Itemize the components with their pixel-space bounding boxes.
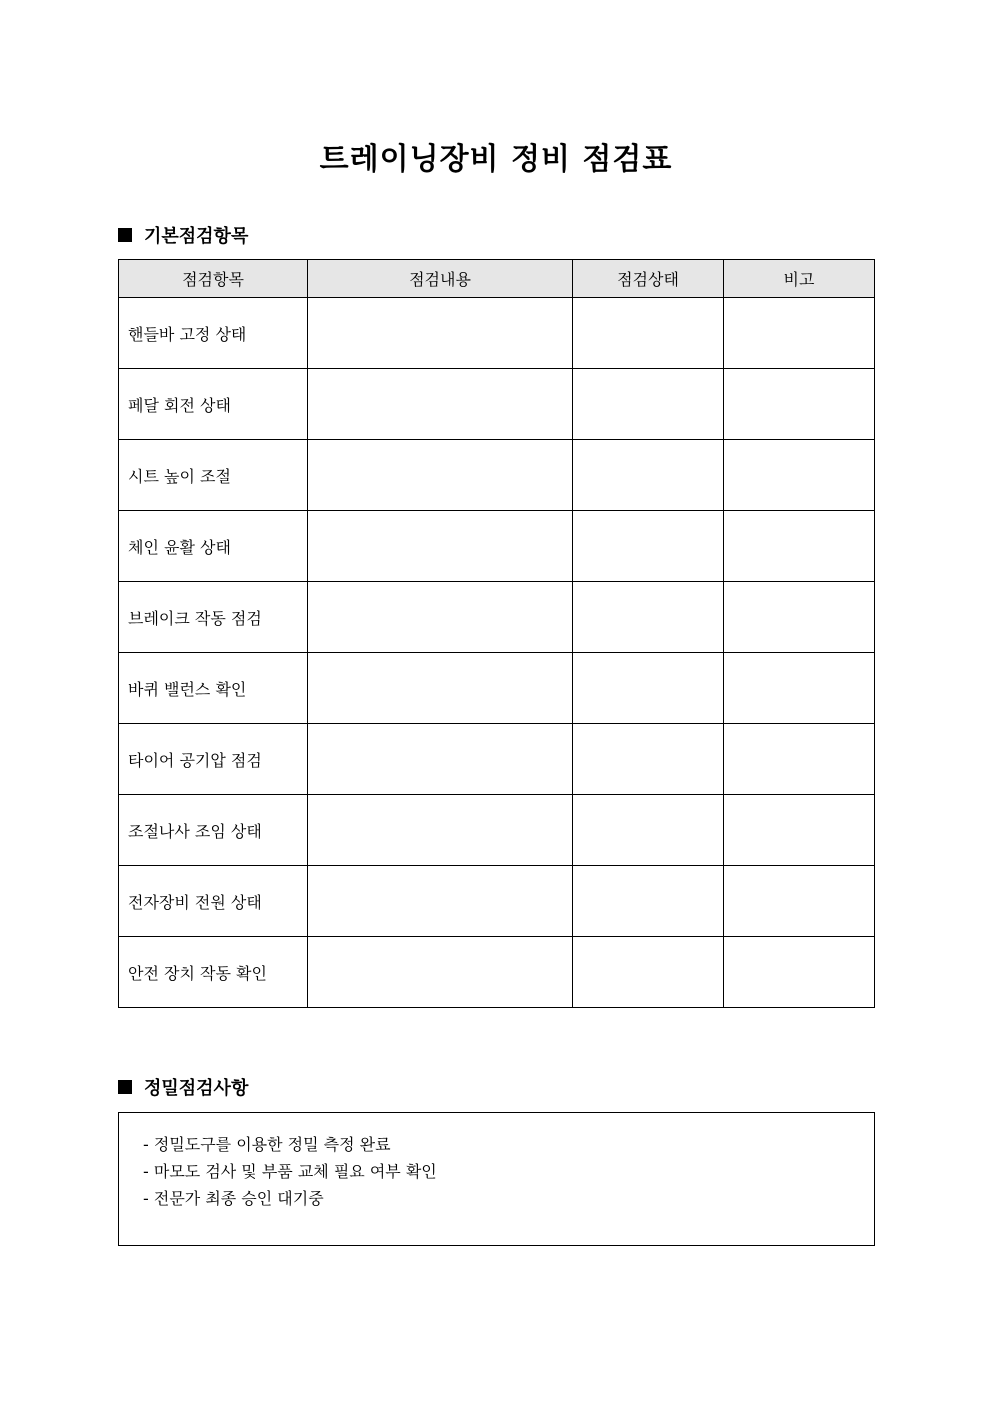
content-cell[interactable] bbox=[308, 298, 573, 369]
note-cell[interactable] bbox=[724, 582, 875, 653]
note-cell[interactable] bbox=[724, 653, 875, 724]
table-row bbox=[119, 937, 875, 1008]
item-cell: 조절나사 조임 상태 bbox=[119, 795, 308, 866]
status-cell[interactable] bbox=[573, 937, 724, 1008]
table-row bbox=[119, 582, 875, 653]
note-cell[interactable] bbox=[724, 866, 875, 937]
table-row bbox=[119, 866, 875, 937]
note-cell[interactable] bbox=[724, 724, 875, 795]
content-cell[interactable] bbox=[308, 440, 573, 511]
item-cell: 전자장비 전원 상태 bbox=[119, 866, 308, 937]
square-bullet-icon bbox=[118, 1080, 132, 1094]
item-cell: 브레이크 작동 점검 bbox=[119, 582, 308, 653]
table-row bbox=[119, 724, 875, 795]
section-heading-detailed bbox=[118, 1074, 248, 1100]
content-cell[interactable] bbox=[308, 582, 573, 653]
note-cell[interactable] bbox=[724, 795, 875, 866]
status-cell[interactable] bbox=[573, 724, 724, 795]
item-cell: 타이어 공기압 점검 bbox=[119, 724, 308, 795]
note-line: - 정밀도구를 이용한 정밀 측정 완료 bbox=[143, 1135, 391, 1154]
item-cell: 안전 장치 작동 확인 bbox=[119, 937, 308, 1008]
note-cell[interactable] bbox=[724, 369, 875, 440]
content-cell[interactable] bbox=[308, 511, 573, 582]
status-cell[interactable] bbox=[573, 298, 724, 369]
status-cell[interactable] bbox=[573, 795, 724, 866]
status-cell[interactable] bbox=[573, 440, 724, 511]
inspection-table bbox=[118, 259, 875, 1008]
status-cell[interactable] bbox=[573, 511, 724, 582]
item-cell: 페달 회전 상태 bbox=[119, 369, 308, 440]
table-row bbox=[119, 653, 875, 724]
table-row bbox=[119, 298, 875, 369]
content-cell[interactable] bbox=[308, 866, 573, 937]
column-header: 점검내용 bbox=[308, 260, 573, 298]
square-bullet-icon bbox=[118, 228, 132, 242]
content-cell[interactable] bbox=[308, 724, 573, 795]
content-cell[interactable] bbox=[308, 795, 573, 866]
item-cell: 핸들바 고정 상태 bbox=[119, 298, 308, 369]
content-cell[interactable] bbox=[308, 937, 573, 1008]
section-heading-text: 정밀점검사항 bbox=[144, 1078, 249, 1099]
column-header: 점검항목 bbox=[119, 260, 308, 298]
item-cell: 바퀴 밸런스 확인 bbox=[119, 653, 308, 724]
section-heading-basic bbox=[118, 222, 248, 248]
table-header-row bbox=[119, 260, 875, 298]
note-cell[interactable] bbox=[724, 511, 875, 582]
status-cell[interactable] bbox=[573, 582, 724, 653]
content-cell[interactable] bbox=[308, 369, 573, 440]
note-cell[interactable] bbox=[724, 440, 875, 511]
column-header: 비고 bbox=[724, 260, 875, 298]
page-title: 트레이닝장비 정비 점검표 bbox=[319, 142, 673, 177]
note-line: - 전문가 최종 승인 대기중 bbox=[143, 1189, 324, 1208]
note-cell[interactable] bbox=[724, 937, 875, 1008]
table-row bbox=[119, 795, 875, 866]
table-row bbox=[119, 369, 875, 440]
status-cell[interactable] bbox=[573, 369, 724, 440]
column-header: 점검상태 bbox=[573, 260, 724, 298]
note-cell[interactable] bbox=[724, 298, 875, 369]
item-cell: 시트 높이 조절 bbox=[119, 440, 308, 511]
note-line: - 마모도 검사 및 부품 교체 필요 여부 확인 bbox=[143, 1162, 437, 1181]
table-row bbox=[119, 440, 875, 511]
item-cell: 체인 윤활 상태 bbox=[119, 511, 308, 582]
section-heading-text: 기본점검항목 bbox=[144, 226, 249, 247]
content-cell[interactable] bbox=[308, 653, 573, 724]
status-cell[interactable] bbox=[573, 866, 724, 937]
detailed-inspection-box bbox=[118, 1112, 875, 1246]
status-cell[interactable] bbox=[573, 653, 724, 724]
table-row bbox=[119, 511, 875, 582]
